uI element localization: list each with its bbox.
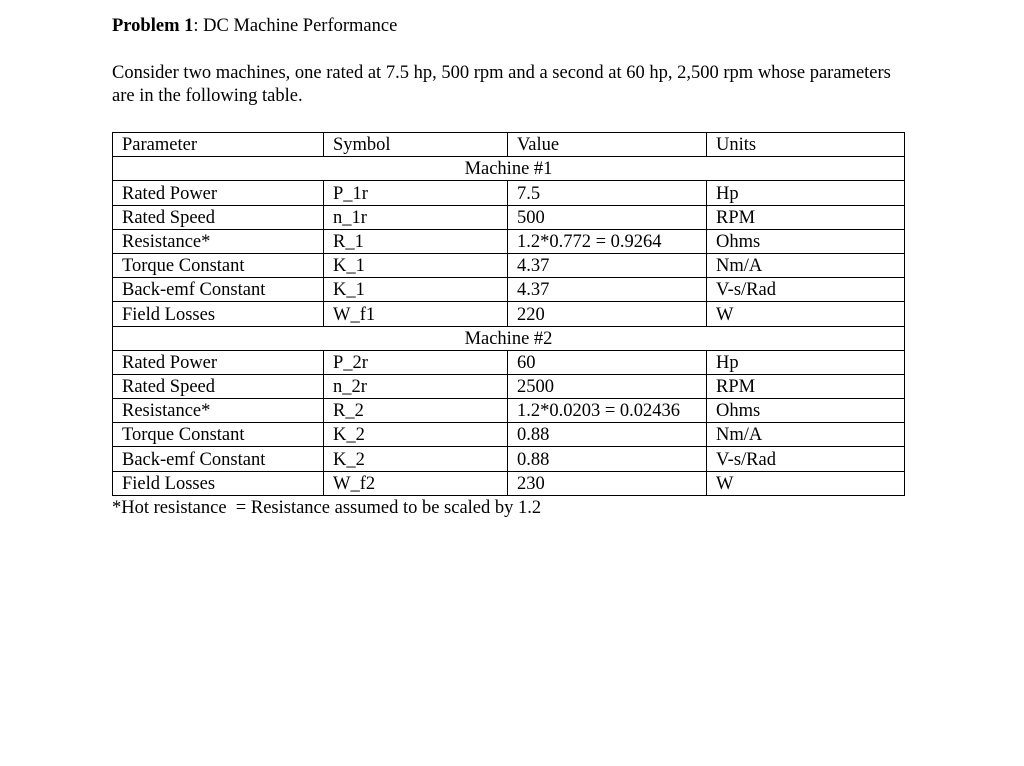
cell-symbol: n_2r <box>324 374 508 398</box>
cell-parameter: Field Losses <box>113 471 324 495</box>
problem-title: : DC Machine Performance <box>193 16 398 36</box>
cell-value: 4.37 <box>508 253 707 277</box>
parameter-table <box>112 132 905 496</box>
table-row <box>113 253 905 277</box>
cell-value: 1.2*0.0203 = 0.02436 <box>508 399 707 423</box>
cell-value: 0.88 <box>508 423 707 447</box>
header-units: Units <box>707 133 905 157</box>
cell-value: 500 <box>508 205 707 229</box>
cell-value: 230 <box>508 471 707 495</box>
cell-parameter: Torque Constant <box>113 253 324 277</box>
cell-parameter: Rated Speed <box>113 374 324 398</box>
table-header-row <box>113 133 905 157</box>
cell-units: RPM <box>707 374 905 398</box>
table-footnote: *Hot resistance = Resistance assumed to be scaled by 1.2 <box>112 498 542 518</box>
cell-units: RPM <box>707 205 905 229</box>
cell-symbol: K_2 <box>324 447 508 471</box>
problem-intro: Consider two machines, one rated at 7.5 hp, 500 rpm and a second at 60 hp, 2,500 rpm whose parameters are in the following table. <box>112 63 891 106</box>
table-row <box>113 374 905 398</box>
cell-parameter: Rated Power <box>113 181 324 205</box>
cell-units: Hp <box>707 350 905 374</box>
section-row-machine-1 <box>113 157 905 181</box>
cell-units: V-s/Rad <box>707 447 905 471</box>
document-page <box>112 14 912 108</box>
cell-units: W <box>707 471 905 495</box>
header-symbol: Symbol <box>324 133 508 157</box>
problem-number: Problem 1 <box>112 16 194 36</box>
cell-value: 0.88 <box>508 447 707 471</box>
cell-value: 60 <box>508 350 707 374</box>
cell-parameter: Rated Speed <box>113 205 324 229</box>
table-row <box>113 181 905 205</box>
table-row <box>113 423 905 447</box>
table-row <box>113 229 905 253</box>
cell-symbol: W_f1 <box>324 302 508 326</box>
cell-parameter: Field Losses <box>113 302 324 326</box>
problem-heading <box>112 14 912 38</box>
cell-units: Nm/A <box>707 253 905 277</box>
header-parameter: Parameter <box>113 133 324 157</box>
cell-units: Ohms <box>707 399 905 423</box>
cell-symbol: K_2 <box>324 423 508 447</box>
cell-parameter: Resistance* <box>113 399 324 423</box>
cell-symbol: P_2r <box>324 350 508 374</box>
cell-value: 1.2*0.772 = 0.9264 <box>508 229 707 253</box>
cell-units: Hp <box>707 181 905 205</box>
cell-symbol: P_1r <box>324 181 508 205</box>
section-title-machine-2: Machine #2 <box>113 326 905 350</box>
cell-parameter: Back-emf Constant <box>113 447 324 471</box>
table-row <box>113 447 905 471</box>
table-row <box>113 205 905 229</box>
cell-value: 2500 <box>508 374 707 398</box>
section-title-machine-1: Machine #1 <box>113 157 905 181</box>
table-row <box>113 350 905 374</box>
cell-parameter: Resistance* <box>113 229 324 253</box>
section-row-machine-2 <box>113 326 905 350</box>
cell-units: Ohms <box>707 229 905 253</box>
cell-parameter: Back-emf Constant <box>113 278 324 302</box>
cell-value: 4.37 <box>508 278 707 302</box>
cell-symbol: R_2 <box>324 399 508 423</box>
cell-parameter: Rated Power <box>113 350 324 374</box>
cell-parameter: Torque Constant <box>113 423 324 447</box>
cell-units: Nm/A <box>707 423 905 447</box>
header-value: Value <box>508 133 707 157</box>
cell-value: 220 <box>508 302 707 326</box>
cell-symbol: K_1 <box>324 253 508 277</box>
table-row <box>113 278 905 302</box>
cell-value: 7.5 <box>508 181 707 205</box>
table-row <box>113 302 905 326</box>
cell-symbol: W_f2 <box>324 471 508 495</box>
cell-units: W <box>707 302 905 326</box>
cell-symbol: R_1 <box>324 229 508 253</box>
cell-units: V-s/Rad <box>707 278 905 302</box>
table-row <box>113 399 905 423</box>
table-row <box>113 471 905 495</box>
cell-symbol: K_1 <box>324 278 508 302</box>
cell-symbol: n_1r <box>324 205 508 229</box>
